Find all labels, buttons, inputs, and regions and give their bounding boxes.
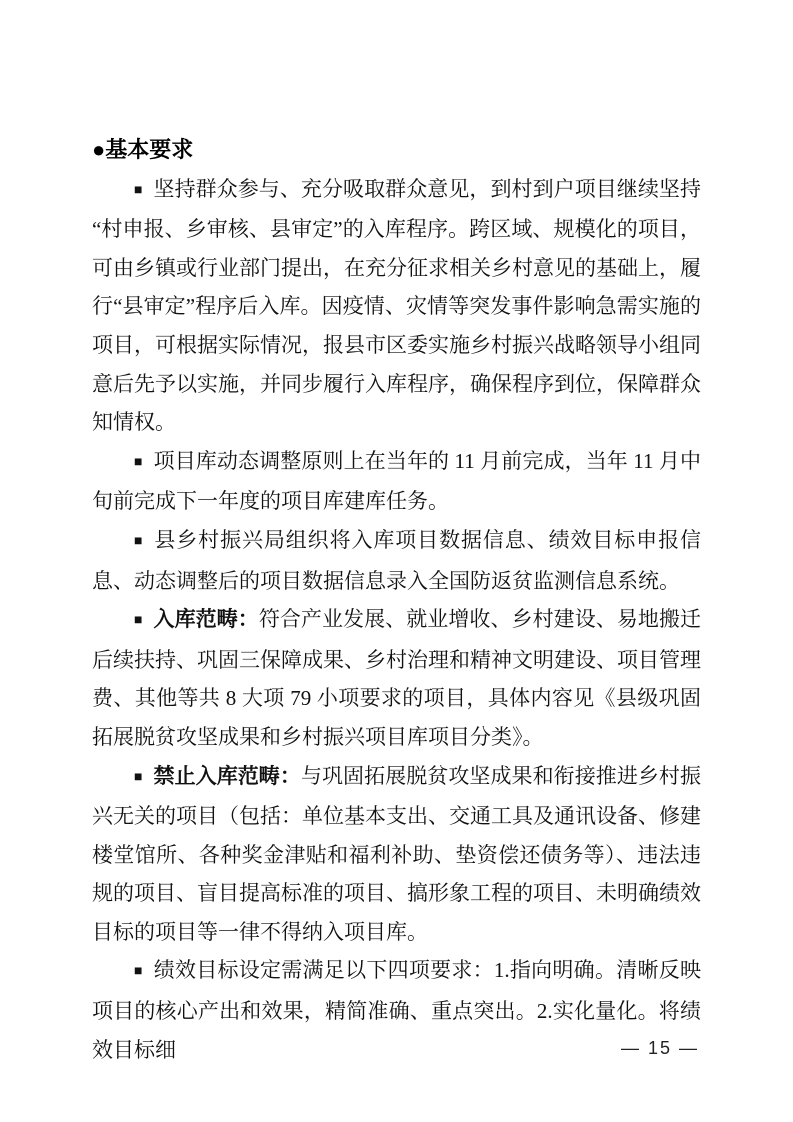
square-bullet-icon: ■ xyxy=(134,533,144,549)
paragraph xyxy=(92,600,701,756)
paragraph-text: 绩效目标设定需满足以下四项要求：1.指向明确。清晰反映项目的核心产出和效果，精简准确、重点突出。2.实化量化。将绩效目标细 xyxy=(92,958,701,1062)
square-bullet-icon: ■ xyxy=(134,182,143,198)
square-bullet-icon: ■ xyxy=(134,769,143,785)
paragraph xyxy=(92,521,701,600)
paragraph-text: 符合产业发展、就业增收、乡村建设、易地搬迁后续扶持、巩固三保障成果、乡村治理和精神文明建设、项目管理费、其他等共 8 大项 79 小项要求的项目，具体内容见《县级巩固拓展脱贫攻坚成果和乡村振兴项目库项目分类》。 xyxy=(92,607,701,749)
document-content xyxy=(92,131,701,1069)
paragraph xyxy=(92,757,701,952)
paragraph xyxy=(92,170,701,442)
paragraph xyxy=(92,442,701,521)
square-bullet-icon: ■ xyxy=(134,454,143,470)
square-bullet-icon: ■ xyxy=(134,964,143,980)
square-bullet-icon: ■ xyxy=(134,613,143,629)
paragraph xyxy=(92,951,701,1069)
paragraph-text: 坚持群众参与、充分吸取群众意见，到村到户项目继续坚持“村申报、乡审核、县审定”的入库程序。跨区域、规模化的项目，可由乡镇或行业部门提出，在充分征求相关乡村意见的基础上，履行“县审定”程序后入库。因疫情、灾情等突发事件影响急需实施的项目，可根据实际情况，报县市区委实施乡村振兴战略领导小组同意后先予以实施，并同步履行入库程序，确保程序到位，保障群众知情权。 xyxy=(92,176,701,435)
paragraph-text: 项目库动态调整原则上在当年的 11 月前完成，当年 11 月中旬前完成下一年度的项目库建库任务。 xyxy=(92,448,701,514)
paragraph-lead: 入库范畴： xyxy=(153,607,259,632)
section-heading: ●基本要求 xyxy=(92,137,194,162)
paragraph-lead: 禁止入库范畴： xyxy=(153,763,301,788)
paragraph-text: 县乡村振兴局组织将入库项目数据信息、绩效目标申报信息、动态调整后的项目数据信息录入全国防返贫监测信息系统。 xyxy=(92,527,701,593)
page-number: — 15 — xyxy=(620,1038,699,1058)
paragraph-text: 与巩固拓展脱贫攻坚成果和衔接推进乡村振兴无关的项目（包括：单位基本支出、交通工具及通讯设备、修建楼堂馆所、各种奖金津贴和福利补助、垫资偿还债务等）、违法违规的项目、盲目提高标准的项目、搞形象工程的项目、未明确绩效目标的项目等一律不得纳入项目库。 xyxy=(92,763,701,944)
